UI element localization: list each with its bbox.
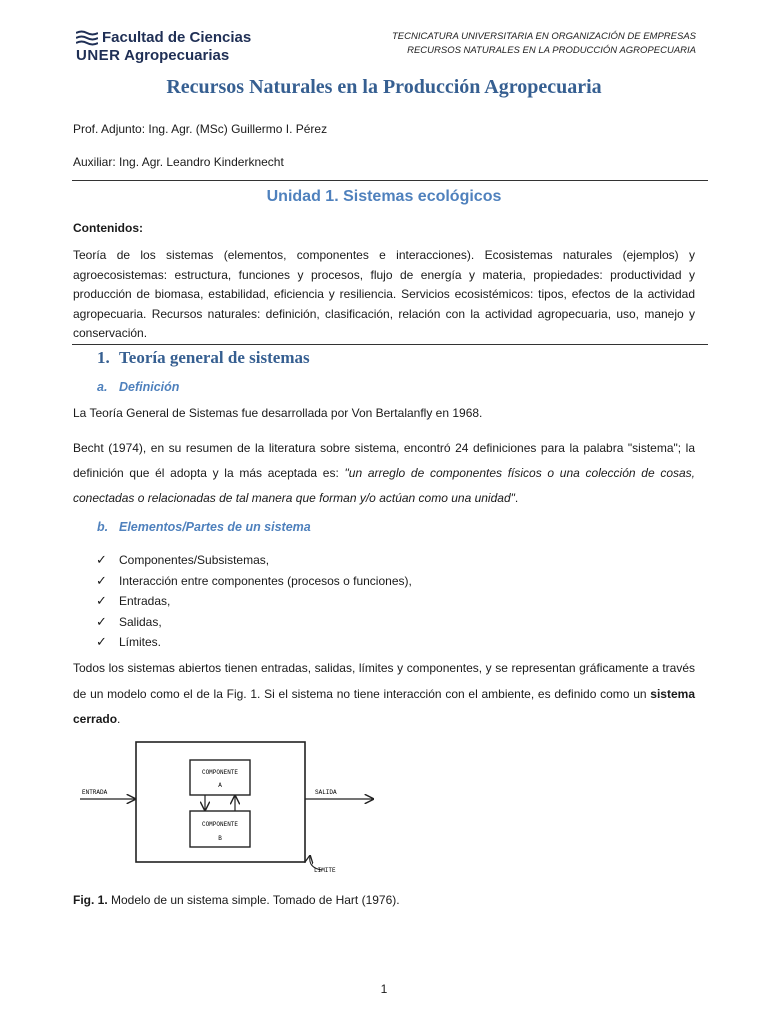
logo-uner: UNER — [76, 47, 121, 64]
check-icon: ✓ — [96, 552, 107, 568]
divider-top — [72, 180, 708, 181]
system-diagram — [76, 738, 376, 880]
header-program — [392, 30, 696, 58]
subheading-b-title: Elementos/Partes de un sistema — [119, 520, 311, 534]
check-icon: ✓ — [96, 634, 107, 650]
input-label: ENTRADA — [82, 789, 108, 796]
assistant-line: Auxiliar: Ing. Agr. Leandro Kinderknecht — [73, 155, 284, 169]
caption-text: Modelo de un sistema simple. Tomado de Hart (1976). — [107, 893, 400, 907]
list-item-text: Salidas, — [119, 614, 162, 629]
header-line2: RECURSOS NATURALES EN LA PRODUCCIÓN AGROPECUARIA — [407, 45, 696, 56]
subheading-a-letter: a. — [97, 380, 108, 394]
component-b-label: COMPONENTE — [201, 821, 239, 828]
contents-label: Contenidos: — [73, 221, 143, 235]
subheading-b-letter: b. — [97, 520, 109, 534]
header-line1: TECNICATURA UNIVERSITARIA EN ORGANIZACIÓN DE EMPRESAS — [391, 31, 696, 42]
open-systems-text: Todos los sistemas abiertos tienen entradas, salidas, límites y componentes, y se representan gráficamente a través de un modelo como el de la Fig. 1. Si el sistema no tiene interacción con el ambiente, es definido como un — [73, 661, 695, 701]
list-item — [96, 571, 412, 592]
section-heading — [97, 348, 310, 368]
component-a-letter: A — [218, 782, 222, 789]
component-a-box — [190, 760, 250, 795]
check-icon: ✓ — [96, 593, 107, 609]
logo-line2 — [76, 47, 229, 64]
subheading-definition — [97, 380, 179, 394]
paragraph-open-systems — [73, 656, 695, 733]
caption-label: Fig. 1. — [73, 893, 108, 907]
contents-text: Teoría de los sistemas (elementos, componentes e interacciones). Ecosistemas naturales (ejemplos) y agroecosistemas: estructura, funciones y procesos, flujo de energía y materia, propiedades: productividad y producción de biomasa, estabilidad, eficiencia y resiliencia. Servicios ecosistémicos: tipos, efectos de la actividad agropecuaria. Recursos naturales: definición, clasificación, relación con la actividad agropecuaria, uso, manejo y conservación. — [73, 248, 695, 340]
check-icon: ✓ — [96, 572, 107, 588]
elements-list — [96, 550, 412, 653]
list-item-text: Entradas, — [119, 594, 171, 609]
paragraph-bertalanfly: La Teoría General de Sistemas fue desarrollada por Von Bertalanfly en 1968. — [73, 406, 483, 420]
logo-agropecuarias: Agropecuarias — [124, 47, 230, 64]
document-title: Recursos Naturales en la Producción Agropecuaria — [166, 76, 602, 98]
page-number: 1 — [380, 982, 388, 996]
faculty-logo — [74, 28, 294, 68]
paragraph-becht — [73, 436, 695, 511]
waves-icon — [76, 30, 98, 46]
component-b-letter: B — [218, 835, 222, 842]
unit-title: Unidad 1. Sistemas ecológicos — [266, 188, 502, 205]
open-systems-end: . — [117, 712, 121, 726]
list-item-text: Componentes/Subsistemas, — [119, 553, 270, 568]
list-item — [96, 632, 412, 653]
component-a-label: COMPONENTE — [201, 769, 239, 776]
limit-label: LIMITE — [314, 867, 336, 874]
section-title: Teoría general de sistemas — [119, 348, 310, 367]
becht-text: Becht (1974), en su resumen de la literatura sobre sistema, encontró 24 definiciones para la palabra "sistema"; la definición que él adopta y la más aceptada es: — [73, 441, 695, 480]
figure-caption — [73, 893, 400, 907]
list-item — [96, 550, 412, 571]
list-item-text: Interacción entre componentes (procesos o funciones), — [119, 573, 412, 588]
system-diagram-svg — [76, 738, 376, 880]
subheading-a-title: Definición — [119, 380, 180, 394]
logo-line1: Facultad de Ciencias — [102, 29, 252, 46]
subheading-elements — [97, 520, 311, 534]
becht-end: . — [514, 491, 519, 505]
becht-quote: "un arreglo de componentes físicos o una colección de cosas, conectadas o relacionadas de tal manera que forman y/o actúan como una unidad" — [73, 466, 696, 505]
output-label: SALIDA — [315, 789, 337, 796]
list-item — [96, 591, 412, 612]
check-icon: ✓ — [96, 613, 107, 629]
section-number: 1. — [97, 348, 110, 367]
divider-bottom — [72, 344, 708, 345]
closed-system-term: sistema cerrado — [73, 686, 695, 726]
professor-line: Prof. Adjunto: Ing. Agr. (MSc) Guillermo I. Pérez — [73, 122, 328, 136]
list-item — [96, 612, 412, 633]
list-item-text: Límites. — [119, 635, 162, 650]
